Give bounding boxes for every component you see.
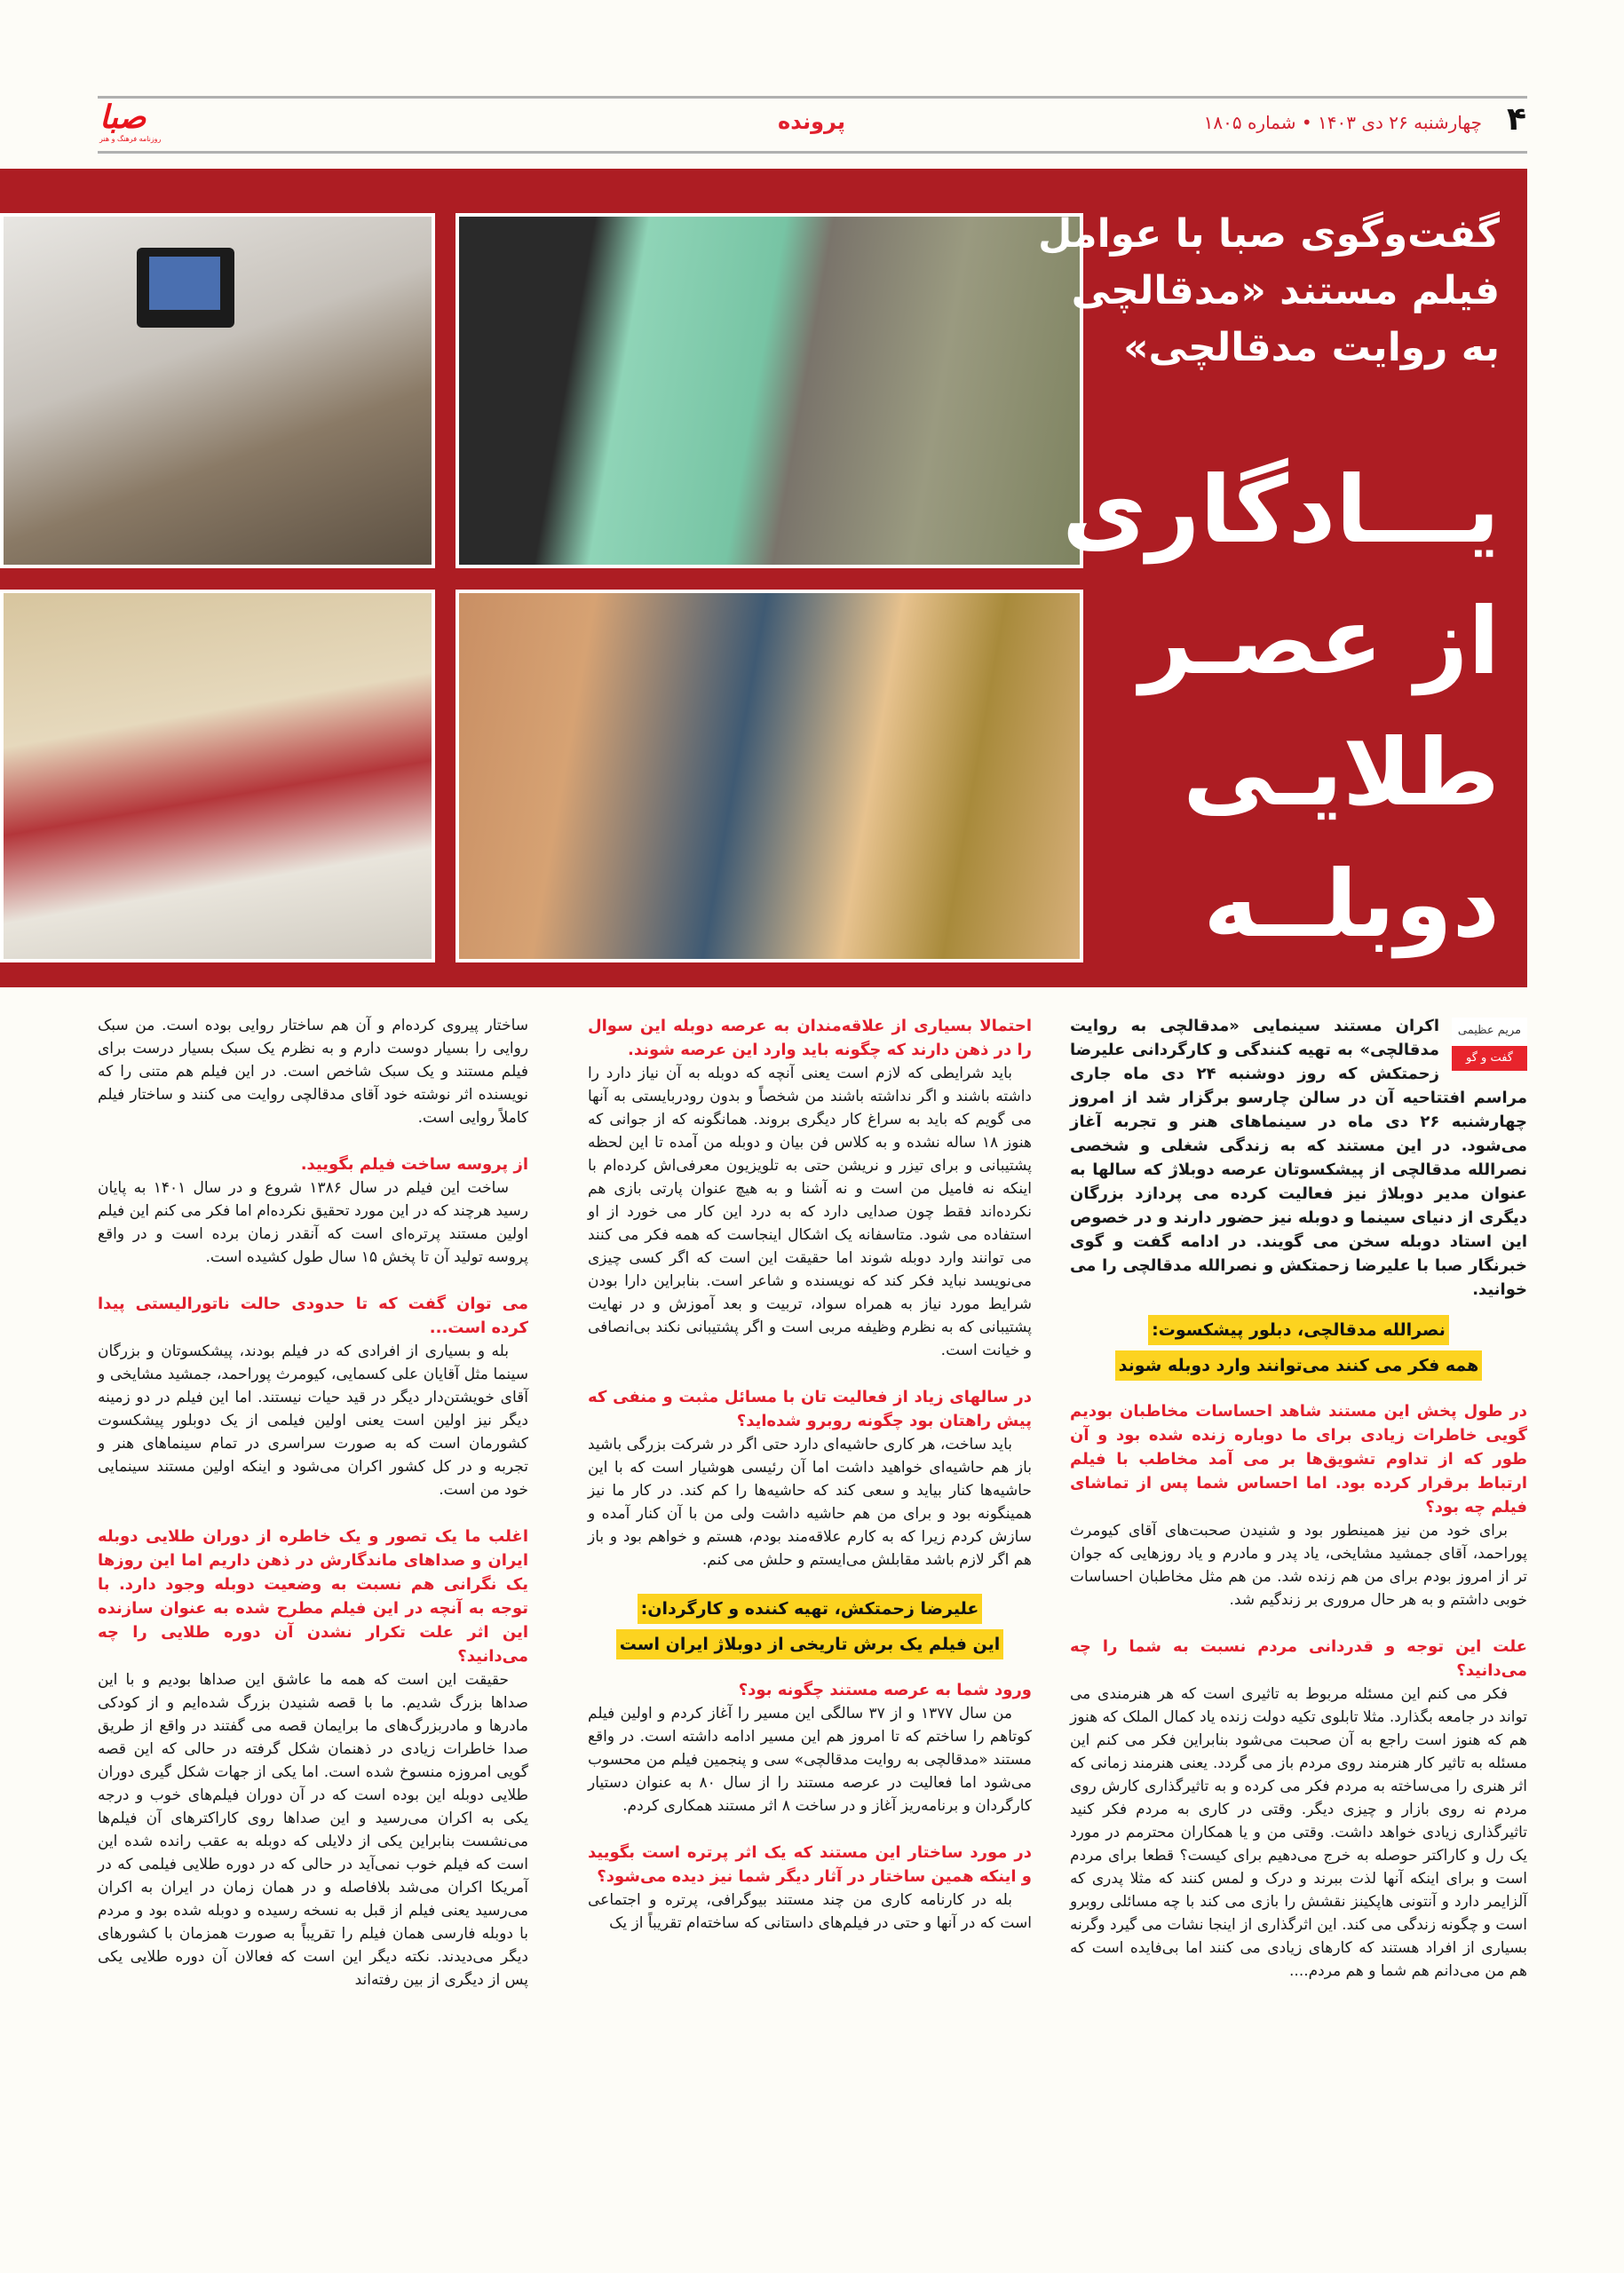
pullquote-line: همه فکر می کنند می‌توانند وارد دوبله شوند (1115, 1350, 1483, 1381)
issue-date: چهارشنبه ۲۶ دی ۱۴۰۳ • شماره ۱۸۰۵ (1203, 112, 1482, 133)
byline (1452, 1018, 1527, 1071)
interview-answer: فکر می کنم این مسئله مربوط به تاثیری است که هر هنرمندی می تواند در جامعه بگذارد. مثلا تابلوی تکیه دولت زنده یاد کمال الملک که هنوز هم که هنوز است راجع به آن صحبت می‌شود بنابراین فکر می کنم این مسئله به تاثیر کار هنرمند روی مردم باز می گردد. یعنی هنرمند زمانی که اثر هنری را می‌ساخته به مردم فکر می کرده و به تاثیرگذاری کارش روی مردم نه روی بازار و چیزی دیگر. وقتی در کاری به مردم فکر کنید تاثیرگذاری زیادی خواهد داشت. وقتی من و یا همکاران محترمم در مورد یک رل و کاراکتر حوصله به خرج می‌دهیم برای کیست؟ قطعا برای مردم است و برای اینکه آنها لذت ببرند و درک و لمس کنند که مثلا پدری که آلزایمر دارد و آنتونی هاپکینز نقشش را بازی می کند با چه مسائلی روبرو است و چگونه زندگی می کند. این اثرگذاری از اینجا نشات می گیرد وگرنه بسیاری از افراد هستند که کارهای زیادی می کنند اما بی‌فایده است که هم من می‌دانم هم شما و هم مردم.... (1070, 1685, 1527, 1980)
logo-wordmark: صبا (99, 99, 147, 136)
kicker-line: گفت‌وگوی صبا با عوامل (1038, 211, 1500, 257)
interview-question: در طول پخش این مستند شاهد احساسات مخاطبان بودیم گویی خاطرات زیادی برای ما دوباره زنده شده بود و آن طور که از تداوم تشویق‌ها بر می آمد مخاطب با فیلم ارتباط برقرار کرده بود. اما احساس شما پس از تماشای فیلم چه بود؟ (1070, 1402, 1527, 1517)
interview-question: علت این توجه و قدردانی مردم نسبت به شما را چه می‌دانید؟ (1070, 1637, 1527, 1680)
page-number: ۴ (1507, 101, 1526, 138)
article-column-right (1070, 1014, 1527, 1983)
headline-line: دوبلــه (1203, 850, 1500, 958)
interview-answer: باید ساخت، هر کاری حاشیه‌ای دارد حتی اگر در شرکت بزرگی باشید باز هم حاشیه‌ای خواهید داشت اما آن رئیسی هوشیار است که با این حاشیه‌ها کنار بیاید و سعی کند که حاشیه‌ها را کم کند. در کار ما نیز همینگونه بود و برای من هم حاشیه داشت ولی من با آن کنار آمده و سازش کردم زیرا که به کارم علاقه‌مند بودم، هستم و خواهم بود و باز هم اگر لازم باشد مقابلش می‌ایستم و حلش می کنم. (588, 1436, 1032, 1569)
interview-answer: باید شرایطی که لازم است یعنی آنچه که دوبله به آن نیاز دارد را داشته باشند و اگر نداشته باشند من شخصاً و بدون رودربایستی به آنها می گویم که باید به سراغ کار دیگری بروند. همانگونه که از جوانی که هنوز ۱۸ ساله نشده و به کلاس فن بیان و دوبله من آمده تا این لحظه پشتیبانی و برای تیزر و نریشن حتی به تلویزیون معرفی‌اش کرده‌ام با اینکه نه فامیل من است و نه آشنا و به هیچ عنوان پارتی بازی هم نکرده‌اند فقط چون صدایی دارد که به درد این کار می خورد از او استفاده می شود. متاسفانه یک اشکال اینجاست که همه فکر می کنند می توانند وارد دوبله شوند اما حقیقت این است که اگر کسی چیزی می‌نویسد نباید فکر کند که نویسنده و شاعر است. بنابراین دارا بودن شرایط مورد نیاز به همراه سواد، تربیت و بعد آموزش و در نهایت پشتیبانی که به نظرم وظیفه مربی است و اگر پشتیبانی نکند بی‌انصافی و خیانت است. (588, 1065, 1032, 1359)
headline-line: طلایـی (1183, 718, 1500, 827)
pullquote-line: علیرضا زحمتکش، تهیه کننده و کارگردان: (638, 1594, 983, 1624)
interview-question: می توان گفت که تا حدودی حالت ناتورالیستی پیدا کرده است... (98, 1295, 528, 1337)
kicker-line: فیلم مستند «مدقالچی (1071, 268, 1500, 313)
interview-answer: بله و بسیاری از افرادی که در فیلم بودند، پیشکسوتان و بزرگان سینما مثل آقایان علی کسمایی، کیومرث پوراحمد، جمشید مشایخی و آقای خویشتن‌دار دیگر در قید حیات نیستند. اما این فیلم در دو زمینه دیگر نیز اولین است یعنی اولین فیلمی از یک دوبلور پیشکسوت کشورمان است که به صورت سراسری در تمام سینماهای هنر و تجربه و در کل کشور اکران می‌شود و اینکه اولین مستند سینمایی خود من است. (98, 1342, 528, 1499)
headline-line: از عصـر (1139, 587, 1500, 695)
pullquote-madghalchi (1070, 1312, 1527, 1383)
pullquote-zahmatkesh (588, 1591, 1032, 1662)
photo-filming-set (0, 590, 435, 962)
article-lead: اکران مستند سینمایی «مدقالچی به روایت مدقالچی» به تهیه کنندگی و کارگردانی علیرضا زحمتکش که روز دوشنبه ۲۴ دی ماه جاری مراسم افتتاحیه آن در سالن چارسو برگزار شد از امروز چهارشنبه ۲۶ دی ماه در سینماهای هنر و تجربه آغاز می‌شود. در این مستند که به زندگی شغلی و شخصی نصرالله مدقالچی از پیشکسوتان عرصه دوبلاژ که سالها به عنوان مدیر دوبلاژ نیز فعالیت کرده می پردازد بزرگان دیگری از دنیای سینما و دوبله نیز حضور دارند و در خصوص این استاد دوبله سخن می گویند. در ادامه گفت و گوی خبرنگار صبا با علیرضا زحمتکش و نصرالله مدقالچی را می خوانید. (1070, 1017, 1528, 1299)
headline-line: یـــادگاری (1062, 455, 1500, 564)
interview-answer: بله در کارنامه کاری من چند مستند بیوگرافی، پرتره و اجتماعی است که در آنها و حتی در فیلم‌های داستانی که ساخته‌ام تقریباً از یک (588, 1891, 1032, 1932)
author-name: مریم عظیمی (1452, 1018, 1527, 1046)
kicker-line: به روایت مدقالچی» (1123, 325, 1500, 370)
interview-question: از پروسه ساخت فیلم بگویید. (300, 1155, 528, 1174)
header-top-rule (98, 96, 1527, 99)
logo-tagline: روزنامه فرهنگ و هنر (99, 135, 162, 143)
pullquote-line: این فیلم یک برش تاریخی از دوبلاژ ایران است (616, 1629, 1004, 1659)
section-title: پرونده (778, 109, 845, 134)
category-tag: گفت و گو (1452, 1046, 1527, 1071)
article-headline (1062, 444, 1500, 970)
interview-answer: من سال ۱۳۷۷ و از ۳۷ سالگی این مسیر را آغاز کردم و اولین فیلم کوتاهم را ساختم که تا امروز هم این مسیر ادامه داشته است. در واقع مستند «مدقالچی به روایت مدقالچی» سی و پنجمین فیلم من محسوب می‌شود اما فعالیت در عرصه مستند را از سال ۸۰ به عنوان دستیار کارگردان و برنامه‌ریز آغاز و در ساخت ۸ اثر مستند همکاری کردم. (588, 1705, 1032, 1815)
interview-question: در سالهای زیاد از فعالیت تان با مسائل مثبت و منفی که پیش راهتان بود چگونه روبرو شده‌اید؟ (588, 1388, 1032, 1430)
article-kicker (1038, 206, 1500, 376)
interview-question: ورود شما به عرصه مستند چگونه بود؟ (738, 1681, 1032, 1699)
header-bottom-rule (98, 151, 1527, 154)
interview-answer: ساختار پیروی کرده‌ام و آن هم ساختار روایی بوده است. من سبک روایی را بسیار دوست دارم و به نظرم یک سبک بسیار درست برای فیلم مستند و یک سبک شاخص است. در این فیلم هم متنی را که نویسنده اثر نوشته خود آقای مدقالچی روایت می کنند و ساختار فیلم کاملاً روایی است. (98, 1017, 528, 1127)
interview-question: احتمالا بسیاری از علاقه‌مندان به عرصه دوبله این سوال را در ذهن دارند که چگونه باید وارد این عرصه شوند. (588, 1017, 1032, 1059)
photo-group-portrait (456, 213, 1083, 568)
interview-answer: حقیقت این است که همه ما عاشق این صداها بودیم و با این صداها بزرگ شدیم. ما با قصه شنیدن بزرگ شده‌ایم و از کودکی مادرها و مادربزرگ‌های ما برایمان قصه می گفتند در واقع از طریق صدا خاطرات زیادی در ذهنمان شکل گرفته در حالی که این قصه گویی امروزه منسوخ شده است. اما یکی از جهات شکل گیری دوران طلایی دوبله این بوده است که در آن دوران فیلم‌های خوب و درجه یکی به اکران می‌رسید و این صداها روی کاراکترهای آن فیلم‌ها می‌نشست بنابراین یکی از دلایلی که دوبله به عقب رانده شده این است که فیلم خوب نمی‌آید در حالی که در دوره طلایی فیلمی که در آمریکا اکران می‌شد بلافاصله و در همان زمان در ایران به اکران می‌رسید یعنی فیلم از قبل به نسخه رسیده و دوبله شده بود و مردم با دوبله فارسی همان فیلم را تقریباً به صورت همزمان با کشورهای دیگر می‌دیدند. نکته دیگر این است که فعالان آن دوره طلایی یکی پس از دیگری از بین رفته‌اند (98, 1671, 528, 1989)
interview-question: در مورد ساختار این مستند که یک اثر پرتره است بگویید و اینکه همین ساختار در آثار دیگر شما نیز دیده می‌شود؟ (588, 1843, 1032, 1886)
pullquote-line: نصرالله مدقالچی، دبلور پیشکسوت: (1148, 1315, 1449, 1345)
article-column-middle (588, 1014, 1032, 1935)
tv-shape (137, 248, 234, 328)
article-column-left (98, 1014, 528, 1992)
interview-answer: ساخت این فیلم در سال ۱۳۸۶ شروع و در سال ۱۴۰۱ به پایان رسید هرچند که در این مورد تحقیق نکرده‌ام اما فکر می کنم این فیلم اولین مستند پرتره‌ای است که آنقدر زمان برده است و در واقع پروسه تولید آن تا پخش ۱۵ سال طول کشیده است. (98, 1179, 528, 1266)
photo-watching-tv (0, 213, 435, 568)
interview-question: اغلب ما یک تصور و یک خاطره از دوران طلایی دوبله ایران و صداهای ماندگارش در ذهن داریم اما این روزها یک نگرانی هم نسبت به وضعیت دوبله وجود دارد. با توجه به آنچه در این فیلم مطرح شده به عنوان سازنده این اثر علت تکرار نشدن آن دوره طلایی را چه می‌دانید؟ (98, 1527, 528, 1666)
photo-dubbers-embrace (456, 590, 1083, 962)
interview-answer: برای خود من نیز همینطور بود و شنیدن صحبت‌های آقای کیومرث پوراحمد، آقای جمشید مشایخی، یاد پدر و مادرم و یاد روزهایی که جوان تر از امروز بودم برای من هم زنده شد. من هم مثل مخاطبان احساسات خوبی داشتم و به هر حال مروری بر زندگیم شد. (1070, 1522, 1527, 1609)
newspaper-logo[interactable] (99, 101, 206, 147)
